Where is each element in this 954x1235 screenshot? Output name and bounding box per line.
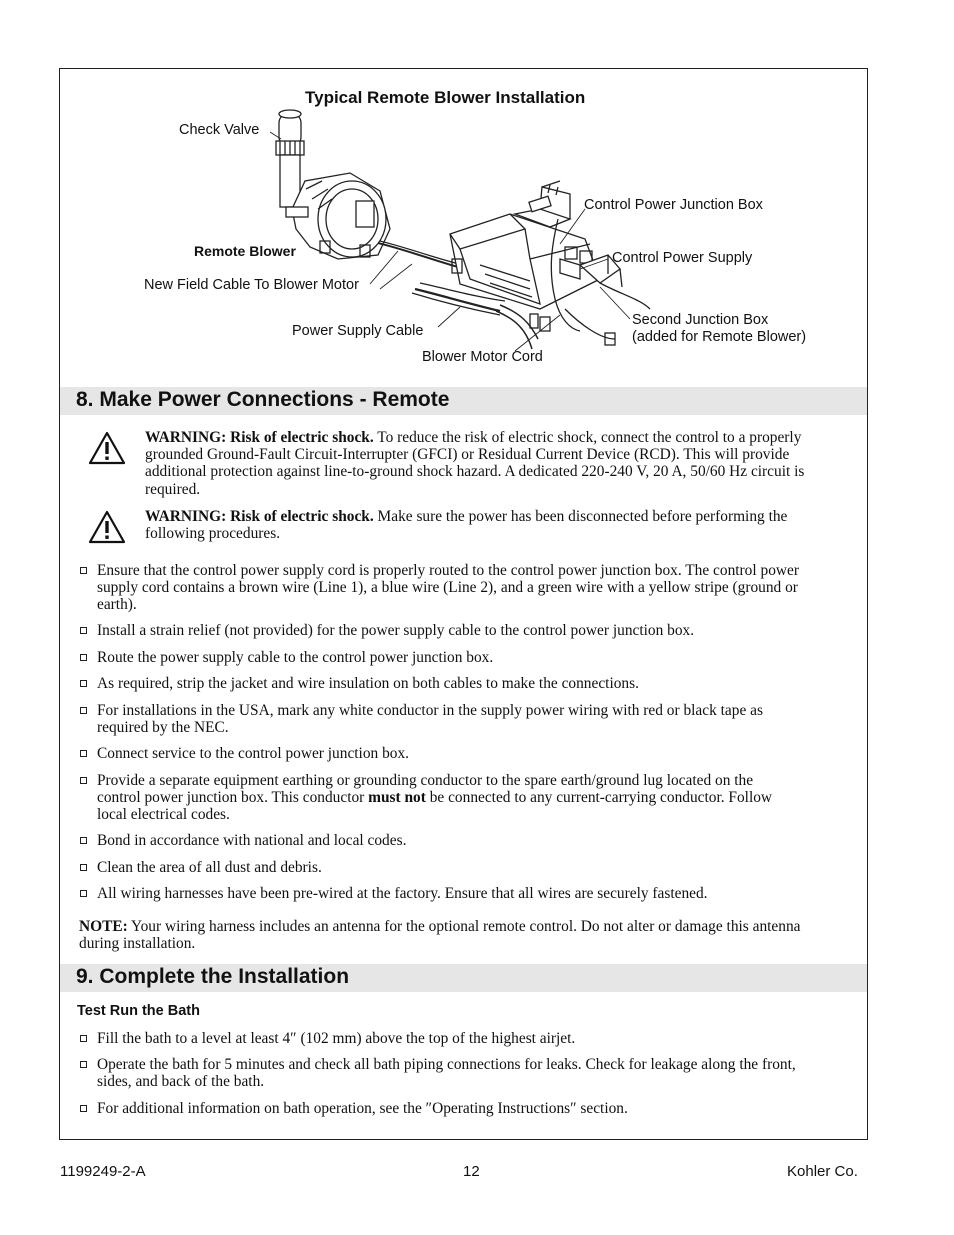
warning-triangle-icon (88, 510, 126, 544)
note-text: Your wiring harness includes an antenna for the optional remote control. Do not alter or damage this antenna during installation. (79, 918, 801, 953)
label-check-valve: Check Valve (179, 122, 260, 138)
list-item: Ensure that the control power supply cord is properly routed to the control power junction box. The control power supply cord contains a brown wire (Line 1), a blue wire (Line 2), and a green wire with a yellow stripe (ground or earth). (78, 562, 808, 614)
footer-company: Kohler Co. (787, 1163, 858, 1180)
list-item: All wiring harnesses have been pre-wired at the factory. Ensure that all wires are securely fastened. (78, 885, 858, 902)
label-remote-blower: Remote Blower (194, 243, 296, 259)
label-control-power-junction-box: Control Power Junction Box (584, 197, 763, 213)
section-9-header (60, 964, 867, 992)
bullet-box-icon (80, 1105, 87, 1112)
footer-doc-number: 1199249-2-A (60, 1163, 146, 1180)
label-blower-motor-cord: Blower Motor Cord (422, 349, 543, 365)
installation-figure (60, 69, 869, 384)
label-second-junction-box-note: (added for Remote Blower) (632, 329, 807, 345)
list-item: As required, strip the jacket and wire insulation on both cables to make the connections. (78, 675, 858, 692)
warning-2 (88, 508, 848, 542)
bullet-box-icon (80, 680, 87, 687)
content-frame (59, 68, 868, 1140)
warning-2-text: Make sure the power has been disconnected before performing the following procedures. (145, 508, 788, 543)
list-item: For additional information on bath operation, see the ″Operating Instructions″ section. (78, 1100, 858, 1117)
list-item: For installations in the USA, mark any white conductor in the supply power wiring with red or black tape as required by the NEC. (78, 702, 778, 736)
list-item: Route the power supply cable to the control power junction box. (78, 649, 858, 666)
warning-triangle-icon (88, 431, 126, 465)
warning-1-text: To reduce the risk of electric shock, connect the control to a properly grounded Ground-Fault Circuit-Interrupter (GFCI) or Residual Current Device (RCD). This will provide additional protection against line-to-ground shock hazard. A dedicated 220-240 V, 20 A, 50/60 Hz circuit is required. (145, 429, 805, 498)
list-item: Fill the bath to a level at least 4″ (102 mm) above the top of the highest airjet. (78, 1030, 858, 1047)
bullet-box-icon (80, 864, 87, 871)
warning-1-lead: WARNING: Risk of electric shock. (145, 429, 374, 446)
bullet-box-icon (80, 1035, 87, 1042)
label-control-power-supply: Control Power Supply (612, 250, 753, 266)
label-new-field-cable: New Field Cable To Blower Motor (144, 277, 359, 293)
warning-1 (88, 429, 848, 498)
bullet-box-icon (80, 777, 87, 784)
bullet-box-icon (80, 654, 87, 661)
bullet-box-icon (80, 707, 87, 714)
subheading-test-run: Test Run the Bath (77, 1003, 200, 1019)
warning-2-lead: WARNING: Risk of electric shock. (145, 508, 374, 525)
bullet-box-icon (80, 567, 87, 574)
label-power-supply-cable: Power Supply Cable (292, 323, 424, 339)
bullet-box-icon (80, 1061, 87, 1068)
list-item: Provide a separate equipment earthing or grounding conductor to the spare earth/ground lug located on the control power junction box. This conductor must not be connected to any current-carrying conductor. Follow local electrical codes. (78, 772, 778, 824)
list-item: Install a strain relief (not provided) for the power supply cable to the control power junction box. (78, 622, 858, 639)
label-second-junction-box: Second Junction Box (632, 312, 769, 328)
section-8-header (60, 387, 867, 415)
figure-title: Typical Remote Blower Installation (305, 88, 586, 107)
bullet-box-icon (80, 837, 87, 844)
bullet-box-icon (80, 890, 87, 897)
section-9-heading: 9. Complete the Installation (76, 965, 350, 988)
list-item: Clean the area of all dust and debris. (78, 859, 858, 876)
note-paragraph (79, 918, 824, 952)
footer-page-number: 12 (463, 1163, 480, 1180)
bullet-box-icon (80, 627, 87, 634)
list-item: Bond in accordance with national and local codes. (78, 832, 858, 849)
section-8-heading: 8. Make Power Connections - Remote (76, 388, 450, 411)
bullet-box-icon (80, 750, 87, 757)
list-item: Operate the bath for 5 minutes and check all bath piping connections for leaks. Check for leakage along the front, sides, and back of the bath. (78, 1056, 798, 1090)
list-item: Connect service to the control power junction box. (78, 745, 858, 762)
note-label: NOTE: (79, 918, 128, 935)
